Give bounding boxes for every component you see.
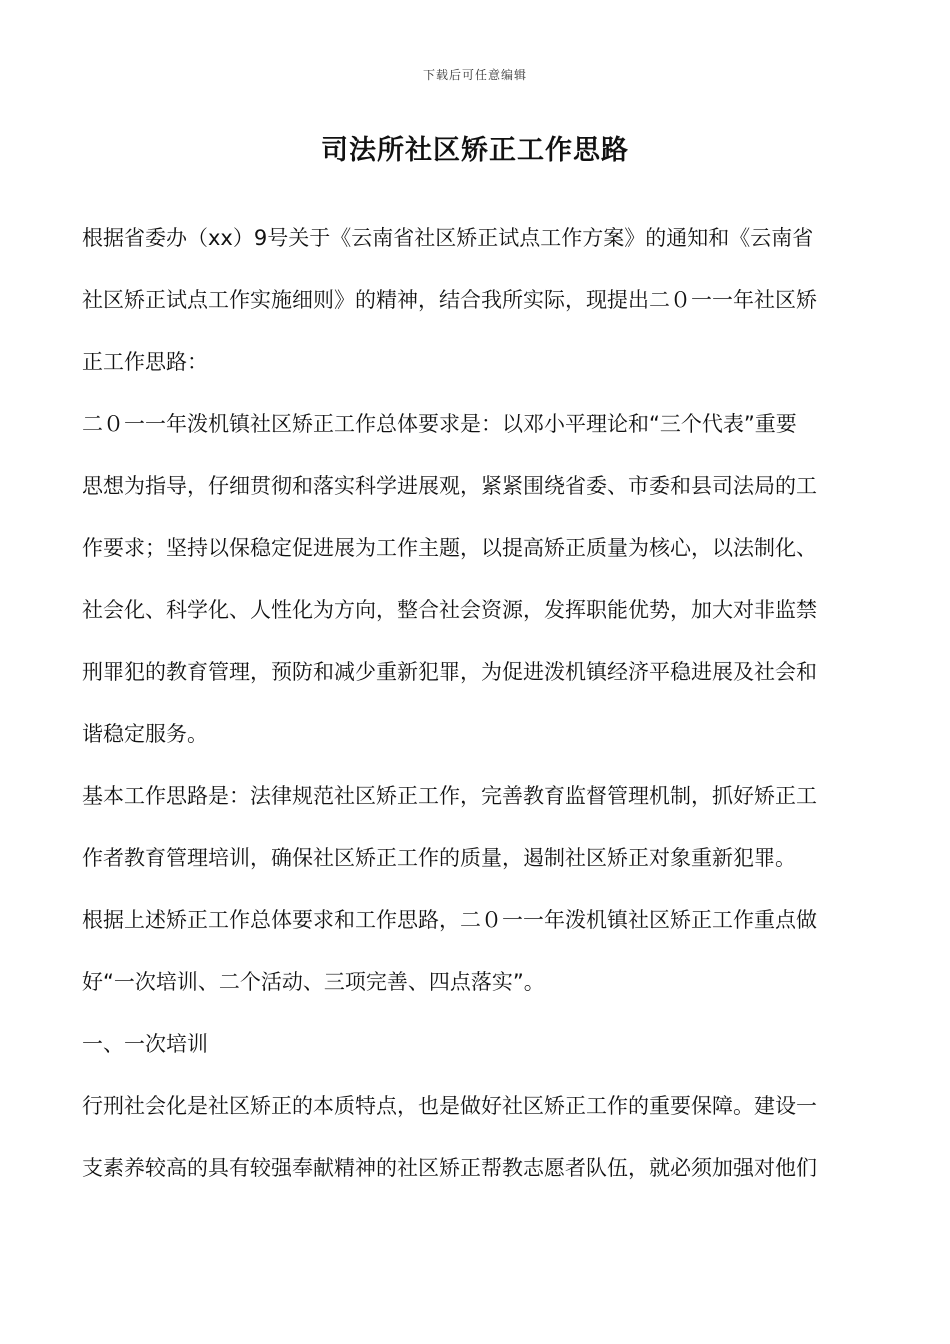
body-line: 社会化、科学化、人性化为方向，整合社会资源，发挥职能优势，加大对非监禁 — [82, 598, 817, 622]
header-note: 下载后可任意编辑 — [422, 68, 527, 82]
body-line: 根据上述矫正工作总体要求和工作思路，二０一一年泼机镇社区矫正工作重点做 — [82, 908, 817, 932]
body-line: 基本工作思路是：法律规范社区矫正工作，完善教育监督管理机制，抓好矫正工 — [82, 784, 817, 808]
document-body — [82, 212, 872, 1204]
body-line: 作要求；坚持以保稳定促进展为工作主题，以提高矫正质量为核心，以法制化、 — [82, 536, 817, 560]
body-line: 作者教育管理培训，确保社区矫正工作的质量，遏制社区矫正对象重新犯罪。 — [82, 846, 796, 870]
document-title: 司法所社区矫正工作思路 — [321, 135, 629, 166]
body-line: 谐稳定服务。 — [82, 722, 208, 746]
body-line: 支素养较高的具有较强奉献精神的社区矫正帮教志愿者队伍，就必须加强对他们 — [82, 1156, 817, 1180]
body-line: 刑罪犯的教育管理，预防和减少重新犯罪，为促进泼机镇经济平稳进展及社会和 — [82, 660, 817, 684]
body-line: 二０一一年泼机镇社区矫正工作总体要求是：以邓小平理论和“三个代表”重要 — [82, 412, 797, 436]
body-line: 社区矫正试点工作实施细则》的精神，结合我所实际，现提出二０一一年社区矫 — [82, 288, 817, 312]
body-line: 行刑社会化是社区矫正的本质特点，也是做好社区矫正工作的重要保障。建设一 — [82, 1094, 817, 1118]
section-heading: 一、一次培训 — [82, 1032, 208, 1056]
body-line: 根据省委办（xx）9号关于《云南省社区矫正试点工作方案》的通知和《云南省 — [82, 226, 814, 250]
body-line: 思想为指导，仔细贯彻和落实科学进展观，紧紧围绕省委、市委和县司法局的工 — [82, 474, 817, 498]
body-line: 正工作思路： — [82, 350, 208, 374]
body-line: 好“一次培训、二个活动、三项完善、四点落实”。 — [82, 970, 545, 994]
